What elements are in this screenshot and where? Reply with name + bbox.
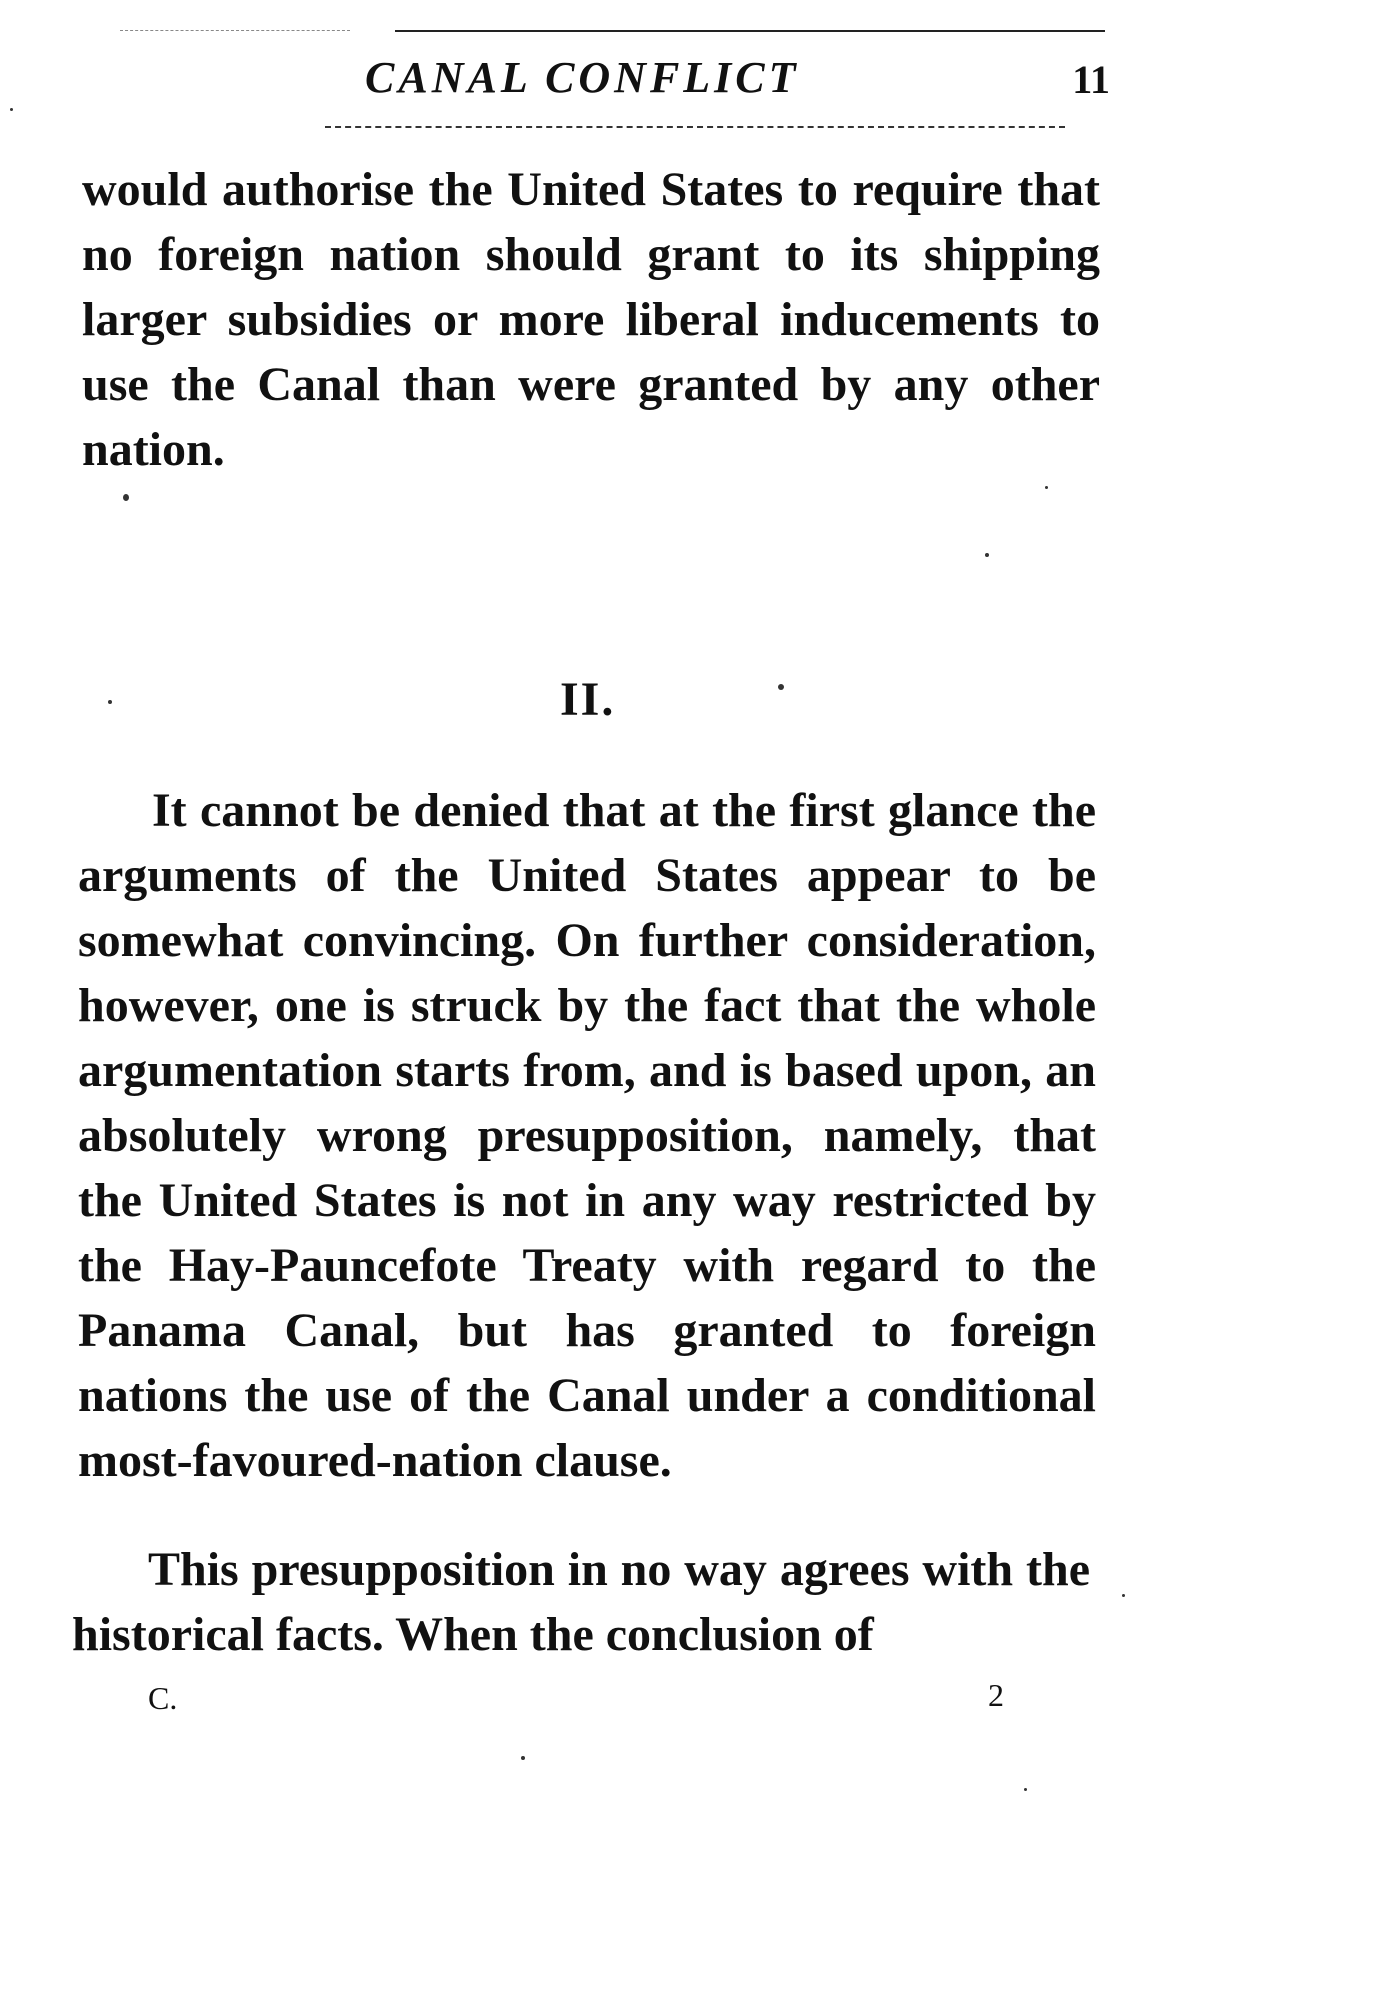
- scan-speck: [1122, 1594, 1125, 1597]
- paragraph-continued: would authorise the United States to require that no foreign nation should grant to its shipping larger subsidies or more liberal inducements to use the Canal than were granted by any other nation.: [82, 163, 1100, 476]
- scan-speck: [123, 494, 129, 501]
- section-heading: II.: [560, 673, 616, 726]
- header-under-rule: [325, 126, 1065, 128]
- scan-speck: [1024, 1788, 1027, 1791]
- paragraph: This presupposition in no way agrees with the historical facts. When the conclusion of: [72, 1543, 1090, 1661]
- signature-mark: C.: [148, 1680, 178, 1716]
- running-title: CANAL CONFLICT: [365, 53, 800, 102]
- header-top-rule: [395, 30, 1105, 32]
- paragraph: It cannot be denied that at the first glance the arguments of the United States appear to be somewhat convincing. On further consideration, however, one is struck by the fact that the whole argumentation starts from, and is based upon, an absolutely wrong presupposition, namely, that the United States is not in any way restricted by the Hay-Pauncefote Treaty with regard to the Panama Canal, but has granted to foreign nations the use of the Canal under a conditional most-favoured-nation clause.: [78, 784, 1096, 1487]
- scan-speck: [985, 553, 989, 557]
- scan-speck: [1045, 486, 1048, 489]
- scan-speck: [108, 700, 112, 704]
- sheet-number: 2: [988, 1677, 1004, 1713]
- header-decorative-rule-left: [120, 30, 350, 31]
- scan-speck: [10, 108, 13, 111]
- scan-speck: [778, 684, 784, 690]
- scan-speck: [521, 1756, 525, 1760]
- page-number: 11: [1072, 57, 1110, 102]
